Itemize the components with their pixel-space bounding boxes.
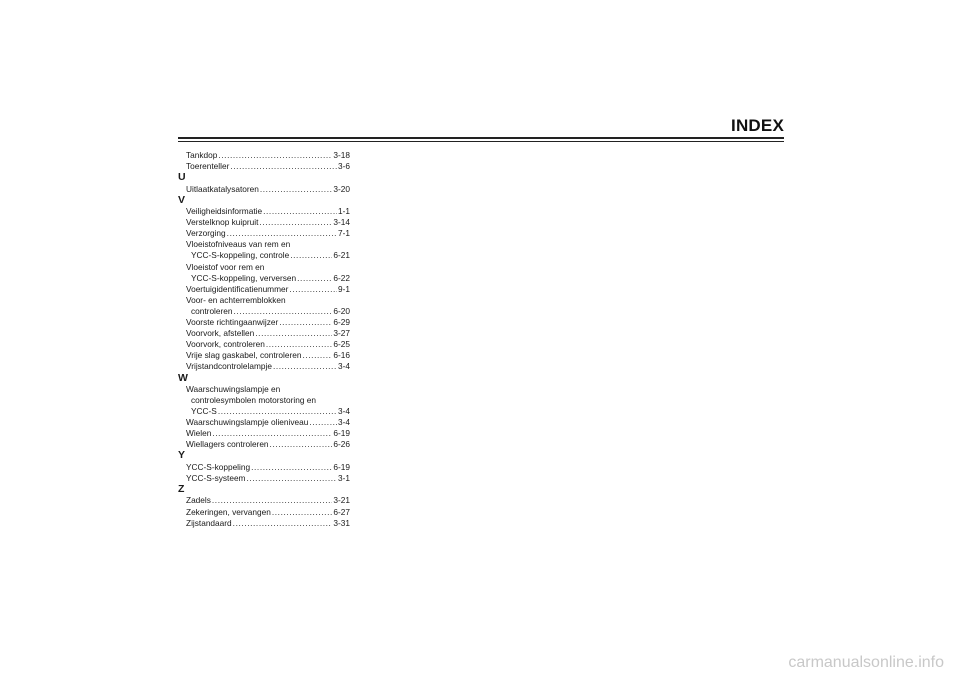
index-entry-label: Vrije slag gaskabel, controleren (186, 350, 302, 361)
index-entry-label: controleren (191, 305, 233, 316)
index-entry (178, 507, 350, 518)
index-entry (178, 518, 350, 529)
index-entry-label: YCC-S-koppeling, verversen (191, 272, 297, 283)
index-entry (178, 439, 350, 450)
index-entry (178, 473, 350, 484)
index-entry-label: Voorvork, afstellen (186, 328, 255, 339)
index-entry-page: 6-25 (333, 339, 350, 350)
index-entry-label: Zijstandaard (186, 517, 232, 528)
index-entry-line: Vloeistofniveaus van rem en (186, 239, 291, 250)
index-entry (178, 228, 350, 239)
index-entry (178, 217, 350, 228)
index-entry (178, 273, 350, 284)
index-entry (178, 350, 350, 361)
index-entry-label: Wielen (186, 428, 212, 439)
index-entry-page: 6-16 (333, 350, 350, 361)
index-list (178, 150, 350, 529)
index-letter: Z (178, 483, 185, 496)
leader-dots (270, 439, 333, 450)
index-entry-page: 6-29 (333, 317, 350, 328)
leader-dots (212, 495, 332, 506)
leader-dots (297, 273, 332, 284)
index-entry-page: 7-1 (338, 228, 350, 239)
leader-dots (263, 206, 337, 217)
index-entry-label: Vrijstandcontrolelampje (186, 361, 272, 372)
index-entry-page: 3-4 (338, 361, 350, 372)
index-entry (178, 361, 350, 372)
index-entry-page: 6-19 (333, 428, 350, 439)
index-entry-page: 9-1 (338, 283, 350, 294)
leader-dots (234, 306, 333, 317)
index-entry (178, 317, 350, 328)
index-entry-page: 6-19 (333, 461, 350, 472)
index-entry-label: Verstelknop kuipruit (186, 217, 259, 228)
index-entry-label: Waarschuwingslampje olieniveau (186, 417, 309, 428)
index-entry (178, 495, 350, 506)
index-letter: Y (178, 449, 186, 462)
index-entry-page: 6-26 (333, 439, 350, 450)
index-entry-label: Voorvork, controleren (186, 339, 265, 350)
index-letter: W (178, 371, 188, 384)
index-entry-page: 3-14 (333, 217, 350, 228)
leader-dots (251, 462, 332, 473)
index-entry-page: 3-21 (333, 495, 350, 506)
index-entry-page: 3-18 (333, 150, 350, 160)
index-entry-label: Tankdop (186, 150, 218, 160)
index-entry (178, 206, 350, 217)
leader-dots (218, 150, 332, 161)
leader-dots (266, 339, 333, 350)
index-entry-page: 6-27 (333, 506, 350, 517)
leader-dots (273, 361, 337, 372)
index-entry-label: Toerenteller (186, 161, 230, 172)
index-letter: U (178, 171, 186, 184)
index-entry-label: Verzorging (186, 228, 226, 239)
leader-dots (218, 406, 337, 417)
index-entry (178, 150, 350, 161)
index-entry (178, 339, 350, 350)
header-rule (178, 137, 784, 142)
index-entry-page: 3-31 (333, 517, 350, 528)
index-entry-label: Zekeringen, vervangen (186, 506, 271, 517)
index-entry-label: YCC-S-koppeling, controle (191, 250, 290, 261)
index-entry-page: 3-4 (338, 406, 350, 417)
leader-dots (233, 518, 333, 529)
index-entry-label: Veiligheidsinformatie (186, 206, 263, 217)
index-entry-line: Waarschuwingslampje en (186, 383, 281, 394)
leader-dots (279, 317, 332, 328)
index-entry-line: Vloeistof voor rem en (186, 261, 265, 272)
leader-dots (212, 428, 332, 439)
leader-dots (272, 507, 333, 518)
index-entry (178, 284, 350, 295)
leader-dots (309, 417, 337, 428)
index-entry (178, 417, 350, 428)
index-entry-page: 3-20 (333, 183, 350, 194)
leader-dots (227, 228, 337, 239)
leader-dots (302, 350, 332, 361)
index-entry-label: YCC-S-koppeling (186, 461, 251, 472)
index-entry-label: YCC-S-systeem (186, 472, 246, 483)
leader-dots (230, 161, 337, 172)
page-title: INDEX (731, 116, 784, 135)
index-entry (178, 184, 350, 195)
index-entry-label: YCC-S (191, 406, 217, 417)
leader-dots (259, 217, 332, 228)
index-letter: V (178, 193, 186, 206)
index-entry (178, 328, 350, 339)
index-entry-page: 3-1 (338, 472, 350, 483)
index-entry-label: Wiellagers controleren (186, 439, 269, 450)
index-entry-line: controlesymbolen motorstoring en (191, 395, 316, 405)
leader-dots (290, 250, 332, 261)
index-entry-page: 6-20 (333, 305, 350, 316)
watermark: carmanualsonline.info (788, 654, 944, 671)
index-entry-page: 6-21 (333, 250, 350, 261)
index-entry-page: 3-27 (333, 328, 350, 339)
index-entry-page: 3-6 (338, 161, 350, 172)
index-entry-page: 1-1 (338, 206, 350, 217)
index-entry (178, 250, 350, 261)
index-entry-page: 6-22 (333, 272, 350, 283)
index-entry (178, 406, 350, 417)
index-entry-label: Zadels (186, 495, 211, 506)
index-entry (178, 306, 350, 317)
index-entry-page: 3-4 (338, 417, 350, 428)
index-entry (178, 462, 350, 473)
index-entry (178, 161, 350, 172)
index-entry-line: Voor- en achterremblokken (186, 294, 286, 305)
index-entry-label: Uitlaatkatalysatoren (186, 183, 259, 194)
index-entry-label: Voorste richtingaanwijzer (186, 317, 279, 328)
index-entry-label: Voertuigidentificatienummer (186, 283, 289, 294)
leader-dots (246, 473, 337, 484)
leader-dots (255, 328, 332, 339)
index-entry (178, 428, 350, 439)
leader-dots (260, 184, 333, 195)
leader-dots (289, 284, 337, 295)
